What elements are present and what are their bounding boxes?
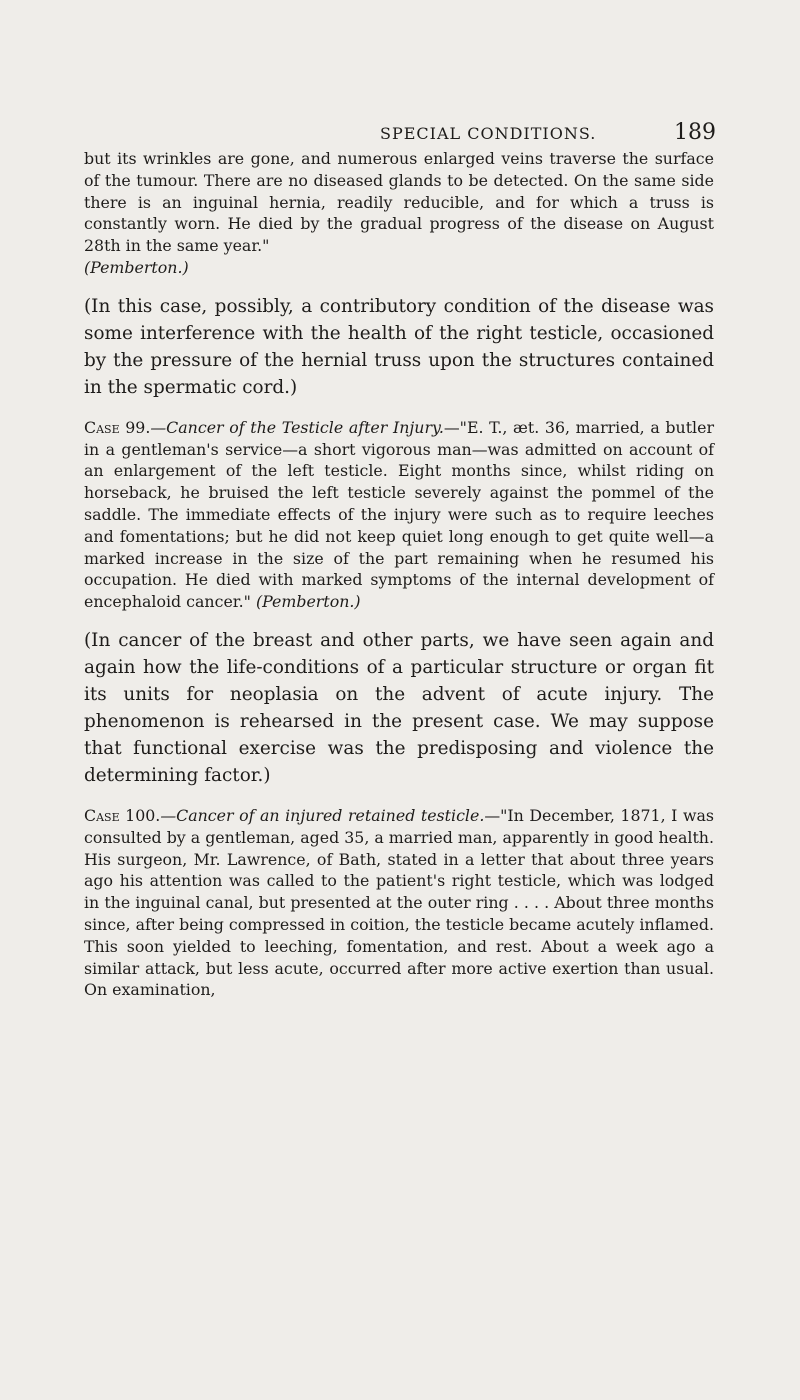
paragraph-text: (In cancer of the breast and other parts, we have seen again and again how the life-conditions of a particular structure or organ fit its units for neoplasia on the advent of acute injury. The phenomenon is rehearsed in the present case. We may suppose that functional exercise was the predisposing and violence the determining factor.) <box>84 629 714 786</box>
case-title: —Cancer of the Testicle after Injury. <box>150 417 444 437</box>
citation: (Pemberton.) <box>84 257 189 277</box>
paragraph-case-100 <box>84 805 714 1001</box>
paragraph-commentary <box>84 293 714 401</box>
paragraph-text: —"E. T., æt. 36, married, a butler in a gentleman's service—a short vigorous man—was admitted on account of an enlargement of the left testicle. Eight months since, whilst riding on horseback, he bruised the left testicle severely against the pommel of the saddle. The immediate effects of the injury were such as to require leeches and fomentations; but he did not keep quiet long enough to get quite well—a marked increase in the size of the part remaining when he resumed his occupation. He died with marked symptoms of the internal development of encephaloid cancer." <box>84 417 714 612</box>
paragraph-text: (In this case, possibly, a contributory condition of the disease was some interference with the health of the right testicle, occasioned by the pressure of the hernial truss upon the structures contained in the spermatic cord.) <box>84 295 714 398</box>
page-number: 189 <box>674 120 716 145</box>
paragraph-text: —"In December, 1871, I was consulted by a gentleman, aged 35, a married man, apparently in good health. His surgeon, Mr. Lawrence, of Bath, stated in a letter that about three years ago his attention was called to the patient's right testicle, which was lodged in the inguinal canal, but presented at the outer ring . . . . About three months since, after being compressed in coition, the testicle became acutely inflamed. This soon yielded to leeching, fomentation, and rest. About a week ago a similar attack, but less acute, occurred after more active exertion than usual. On examination, <box>84 805 714 1000</box>
case-label: Case 99. <box>84 417 151 437</box>
paragraph-case-99 <box>84 417 714 613</box>
citation: (Pemberton.) <box>255 592 361 612</box>
paragraph-text: but its wrinkles are gone, and numerous enlarged veins traverse the surface of the tumour. There are no diseased glands to be detected. On the same side there is an inguinal hernia, readily reducible, and for which a truss is constantly worn. He died by the gradual progress of the disease on August 28th in the same year." <box>84 149 714 256</box>
paragraph-commentary <box>84 627 714 789</box>
body-text <box>84 148 714 1001</box>
page-header <box>380 120 716 145</box>
running-title: SPECIAL CONDITIONS. <box>380 124 597 143</box>
paragraph-continued-quote <box>84 148 714 279</box>
case-title: —Cancer of an injured retained testicle. <box>160 805 485 825</box>
case-label: Case 100. <box>84 805 161 825</box>
